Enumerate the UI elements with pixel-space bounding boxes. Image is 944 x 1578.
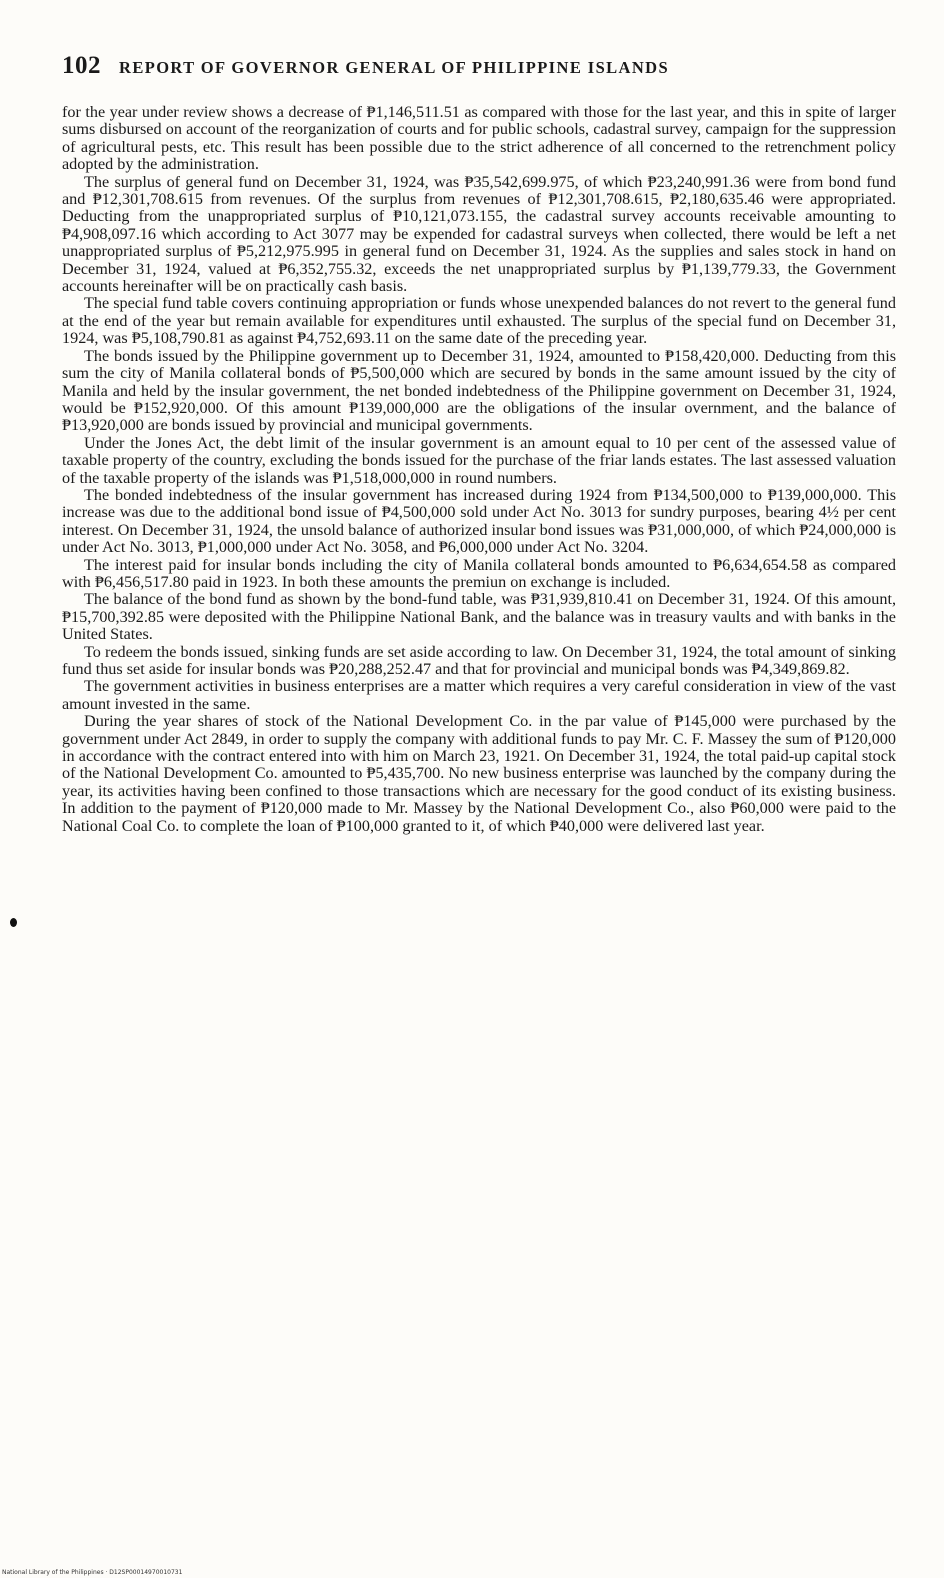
paragraph-special-fund: The special fund table covers continuing appropriation or funds whose unexpended balances do not revert to the general fund at the end of the year but remain available for expenditures until exhausted. The surplus of the special fund on December 31, 1924, was ₱5,108,790.81 as against ₱4,752,693.11 on the same date of the preceding year.	[62, 294, 896, 348]
running-head: REPORT OF GOVERNOR GENERAL OF PHILIPPINE ISLANDS	[119, 58, 670, 77]
scan-credit-footer: National Library of the Philippines · D12SP00014970010731	[2, 1569, 183, 1576]
paragraph-bonds-issued: The bonds issued by the Philippine government up to December 31, 1924, amounted to ₱158,420,000. Deducting from this sum the city of Manila collateral bonds of ₱5,500,000 which are secured by bonds in the same amount issued by the city of Manila and held by the insular government, the net bonded indebtedness of the Philippine government on December 31, 1924, would be ₱152,920,000. Of this amount ₱139,000,000 are the obligations of the insular overnment, and the balance of ₱13,920,000 are bonds issued by provincial and municipal governments.	[62, 346, 896, 435]
paragraph-debt-limit: Under the Jones Act, the debt limit of the insular government is an amount equal to 10 per cent of the assessed value of taxable property of the country, excluding the bonds issued for the purchase of the friar lands estates. The last assessed valuation of the taxable property of the islands was ₱1,518,000,000 in round numbers.	[62, 433, 896, 487]
document-page	[62, 52, 896, 835]
paragraph-business-enterprises: The government activities in business enterprises are a matter which requires a very careful consideration in view of the vast amount invested in the same.	[62, 677, 896, 713]
paragraph-interest-paid: The interest paid for insular bonds including the city of Manila collateral bonds amounted to ₱6,634,654.58 as compared with ₱6,456,517.80 paid in 1923. In both these amounts the premiun on exchange is included.	[62, 555, 896, 591]
page-number: 102	[62, 52, 101, 79]
body-text	[62, 104, 896, 835]
paragraph-bonded-indebtedness: The bonded indebtedness of the insular government has increased during 1924 from ₱134,500,000 to ₱139,000,000. This increase was due to the additional bond issue of ₱4,500,000 sold under Act No. 3013 for sundry purposes, bearing 4½ per cent interest. On December 31, 1924, the unsold balance of authorized insular bond issues was ₱31,000,000, of which ₱24,000,000 is under Act No. 3013, ₱1,000,000 under Act No. 3058, and ₱6,000,000 under Act No. 3204.	[62, 485, 896, 557]
paragraph-continued: for the year under review shows a decrease of ₱1,146,511.51 as compared with those for the last year, and this in spite of larger sums disbursed on account of the reorganization of courts and for public schools, cadastral survey, campaign for the suppression of agricultural pests, etc. This result has been possible due to the strict adherence of all concerned to the retrenchment policy adopted by the administration.	[62, 103, 896, 174]
paragraph-bond-fund-balance: The balance of the bond fund as shown by the bond-fund table, was ₱31,939,810.41 on December 31, 1924. Of this amount, ₱15,700,392.85 were deposited with the Philippine National Bank, and the balance was in treasury vaults and with banks in the United States.	[62, 590, 896, 644]
paragraph-sinking-funds: To redeem the bonds issued, sinking funds are set aside according to law. On December 31, 1924, the total amount of sinking fund thus set aside for insular bonds was ₱20,288,252.47 and that for provincial and municipal bonds was ₱4,349,869.82.	[62, 642, 896, 678]
margin-ink-mark	[10, 918, 17, 927]
paragraph-national-development-co: During the year shares of stock of the National Development Co. in the par value of ₱145,000 were purchased by the government under Act 2849, in order to supply the company with additional funds to pay Mr. C. F. Massey the sum of ₱120,000 in accordance with the contract entered into with him on March 23, 1921. On December 31, 1924, the total paid-up capital stock of the National Development Co. amounted to ₱5,435,700. No new business enterprise was launched by the company during the year, its activities having been confined to those transactions which are necessary for the good conduct of its existing business. In addition to the payment of ₱120,000 made to Mr. Massey by the National Development Co., also ₱60,000 were paid to the National Coal Co. to complete the loan of ₱100,000 granted to it, of which ₱40,000 were delivered last year.	[62, 712, 896, 835]
paragraph-general-fund-surplus: The surplus of general fund on December 31, 1924, was ₱35,542,699.975, of which ₱23,240,991.36 were from bond fund and ₱12,301,708.615 from revenues. Of the surplus from revenues of ₱12,301,708.615, ₱2,180,635.46 were appropriated. Deducting from the unappropriated surplus of ₱10,121,073.155, the cadastral survey accounts receivable amounting to ₱4,908,097.16 which according to Act 3077 may be expended for cadastral surveys when collected, there would be left a net unappropriated surplus of ₱5,212,975.995 in general fund on December 31, 1924. As the supplies and sales stock in hand on December 31, 1924, valued at ₱6,352,755.32, exceeds the net unappropriated surplus by ₱1,139,779.33, the Government accounts hereinafter will be on practically cash basis.	[62, 172, 896, 296]
page-header	[62, 52, 896, 80]
